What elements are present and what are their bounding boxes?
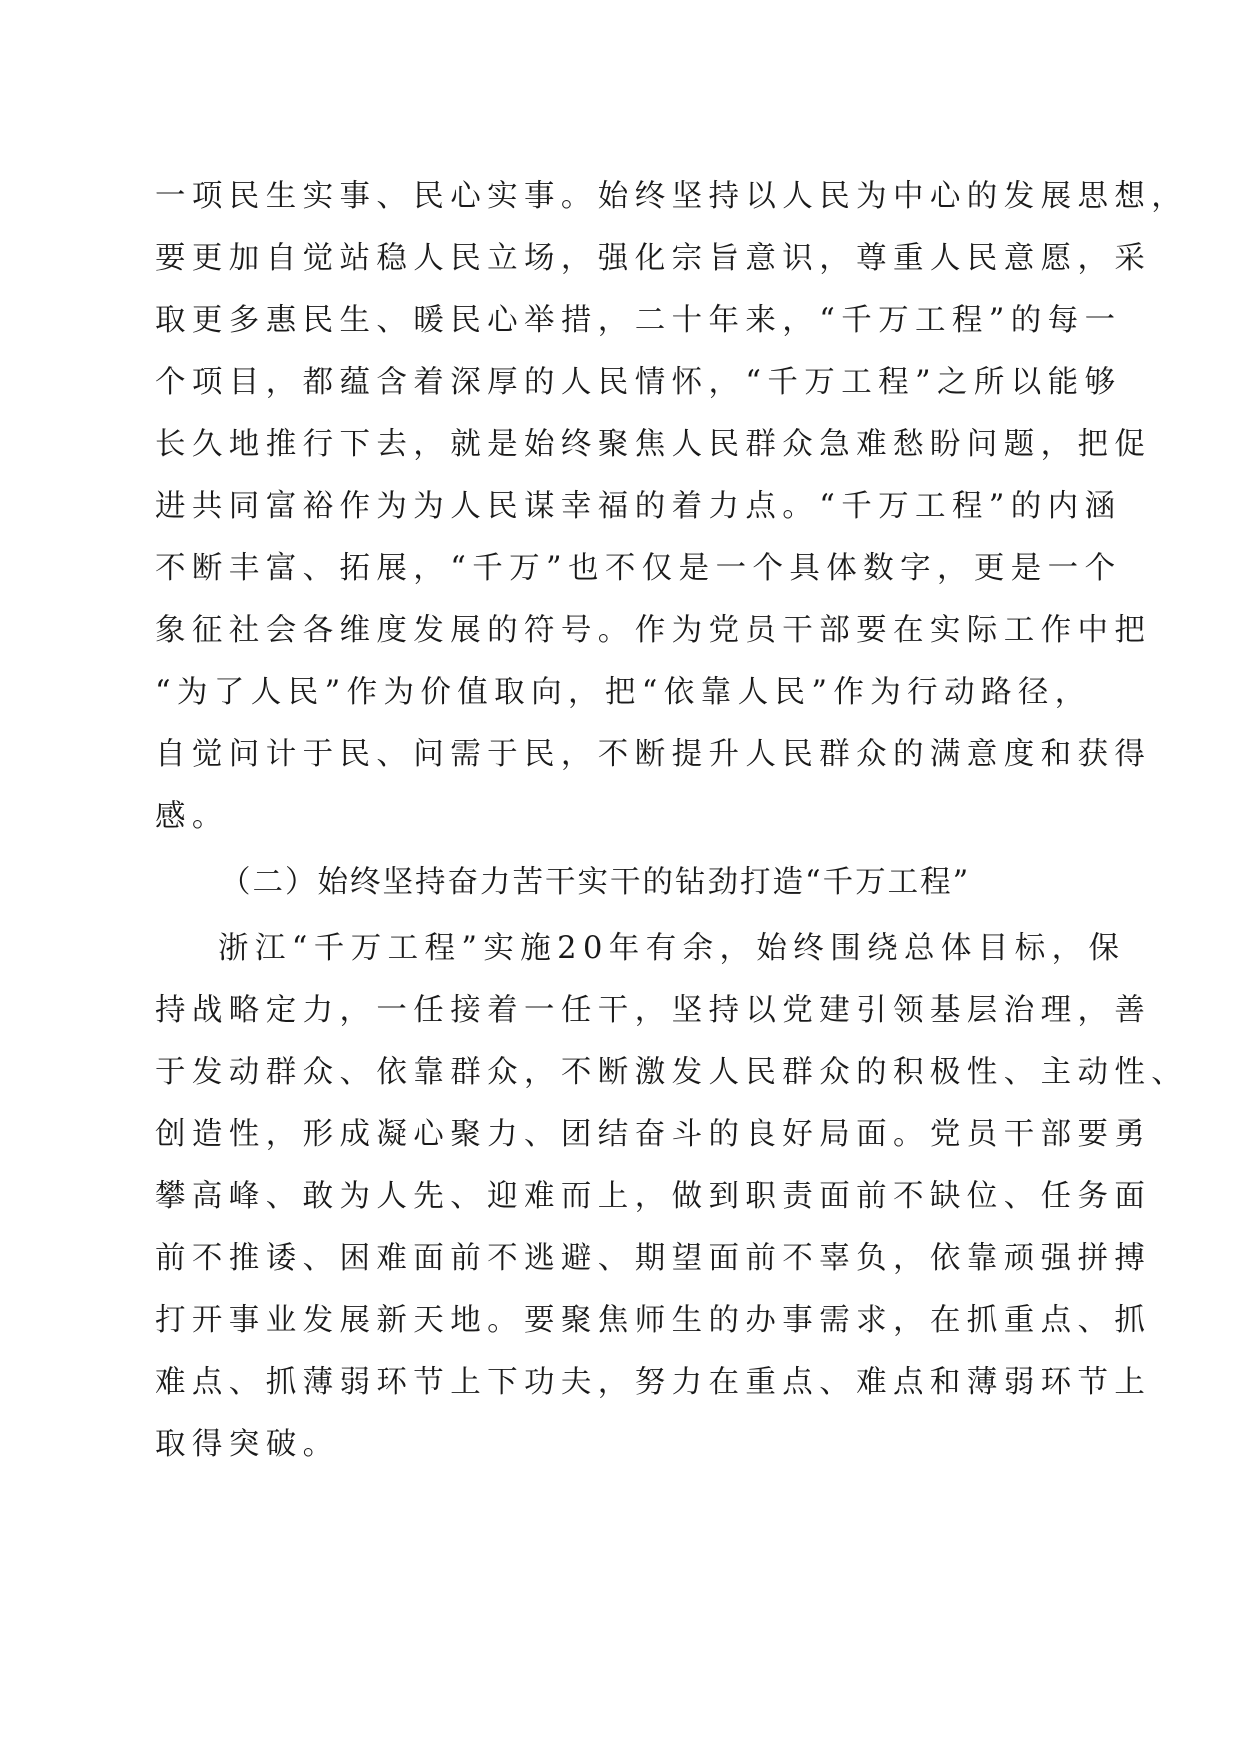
text-line: 浙江“千万工程”实施20年有余，始终围绕总体目标，保 — [218, 931, 1126, 966]
text-line: 进共同富裕作为为人民谋幸福的着力点。“千万工程”的内涵 — [155, 489, 1122, 524]
text-line: 一项民生实事、民心实事。始终坚持以人民为中心的发展思想， — [155, 179, 1189, 214]
text-line: 创造性，形成凝心聚力、团结奋斗的良好局面。党员干部要勇 — [155, 1117, 1152, 1152]
text-line: 取得突破。 — [155, 1427, 340, 1462]
text-line: 长久地推行下去，就是始终聚焦人民群众急难愁盼问题，把促 — [155, 427, 1152, 462]
text-line: 自觉问计于民、问需于民，不断提升人民群众的满意度和获得 — [155, 737, 1152, 772]
text-line: “为了人民”作为价值取向，把“依靠人民”作为行动路径， — [155, 675, 1092, 710]
text-line: 感。 — [155, 799, 229, 834]
text-line: 不断丰富、拓展，“千万”也不仅是一个具体数字，更是一个 — [155, 551, 1122, 586]
text-line: 前不推诿、困难面前不逃避、期望面前不辜负，依靠顽强拼搏 — [155, 1241, 1152, 1276]
text-line: 攀高峰、敢为人先、迎难而上，做到职责面前不缺位、任务面 — [155, 1179, 1152, 1214]
text-line: 难点、抓薄弱环节上下功夫，努力在重点、难点和薄弱环节上 — [155, 1365, 1152, 1400]
text-line: 象征社会各维度发展的符号。作为党员干部要在实际工作中把 — [155, 613, 1152, 648]
text-line: 打开事业发展新天地。要聚焦师生的办事需求，在抓重点、抓 — [155, 1303, 1152, 1338]
text-line: 于发动群众、依靠群众，不断激发人民群众的积极性、主动性、 — [155, 1055, 1189, 1090]
text-line: 持战略定力，一任接着一任干，坚持以党建引领基层治理，善 — [155, 993, 1152, 1028]
text-line: 要更加自觉站稳人民立场，强化宗旨意识，尊重人民意愿，采 — [155, 241, 1152, 276]
section-heading: （二）始终坚持奋力苦干实干的钻劲打造“千万工程” — [220, 865, 971, 900]
text-line: 个项目，都蕴含着深厚的人民情怀，“千万工程”之所以能够 — [155, 365, 1122, 400]
text-line: 取更多惠民生、暖民心举措，二十年来，“千万工程”的每一 — [155, 303, 1122, 338]
